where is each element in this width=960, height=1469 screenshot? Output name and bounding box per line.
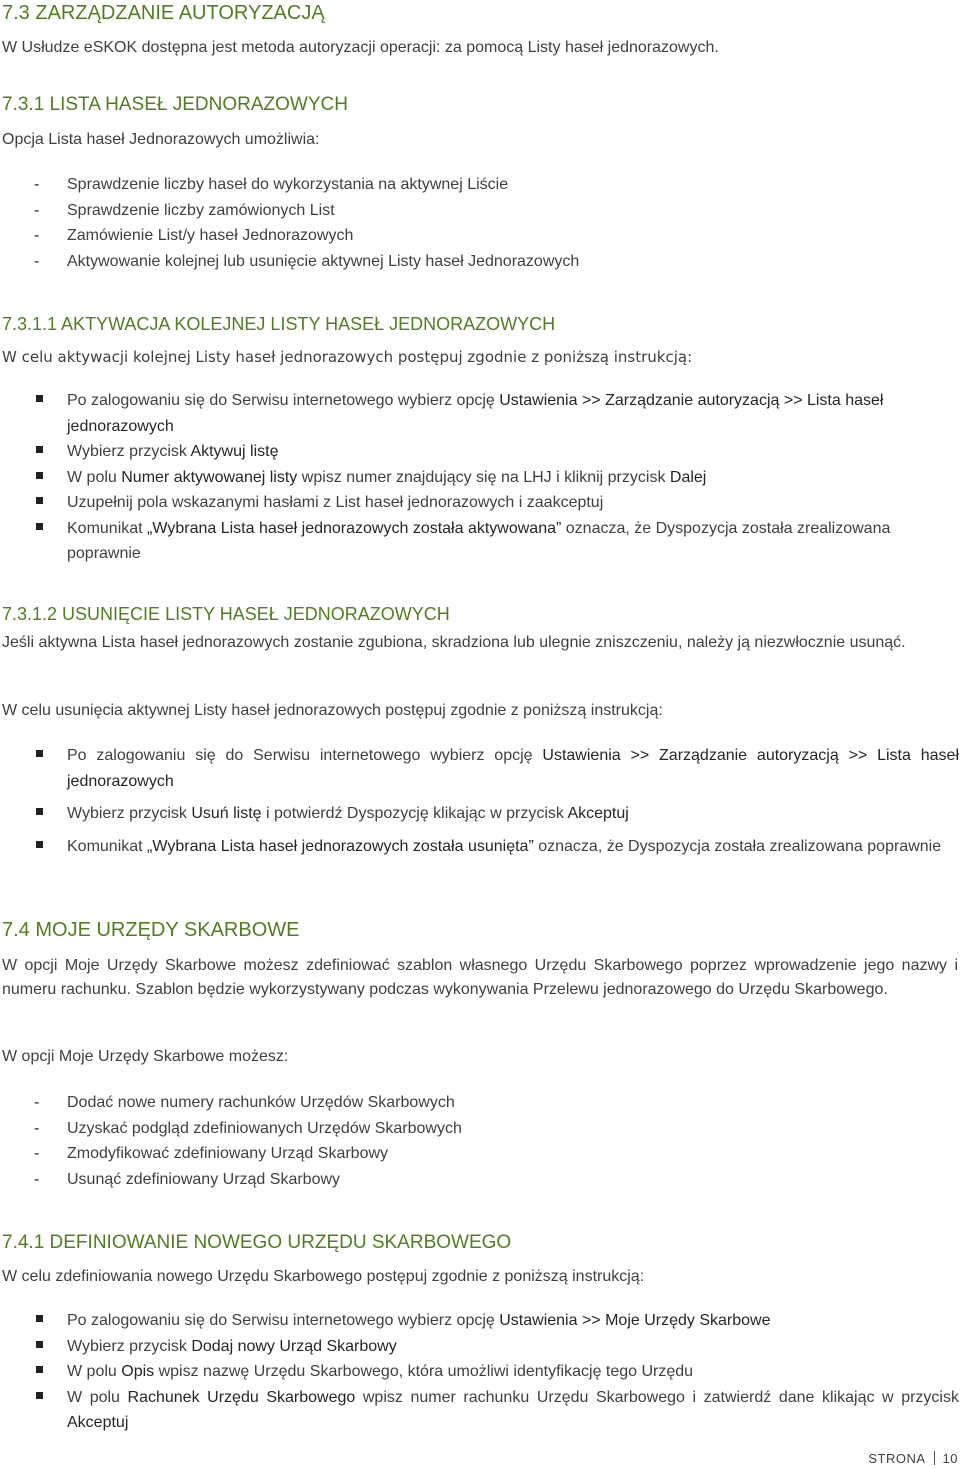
footer-label: STRONA (868, 1451, 926, 1466)
list-item: W polu Opis wpisz nazwę Urzędu Skarbowego, która umożliwi identyfikację tego Urzędu (34, 1359, 959, 1385)
section-heading-7-3-1-2: 7.3.1.2 USUNIĘCIE LISTY HASEŁ JEDNORAZOWYCH (2, 604, 450, 624)
list-item: Komunikat „Wybrana Lista haseł jednorazowych została usunięta” oznacza, że Dyspozycja została zrealizowana poprawnie (34, 834, 959, 860)
menu-path: Ustawienia >> Zarządzanie autoryzacją >> Lista haseł jednorazowych (67, 747, 959, 790)
feature-list (34, 172, 959, 274)
list-item: Wybierz przycisk Dodaj nowy Urząd Skarbowy (34, 1334, 959, 1360)
list-item: W polu Rachunek Urzędu Skarbowego wpisz numer rachunku Urzędu Skarbowego i zatwierdź dane klikając w przycisk Akceptuj (34, 1385, 959, 1436)
list-item: Uzupełnij pola wskazanymi hasłami z List haseł jednorazowych i zaakceptuj (34, 490, 959, 516)
list-item: Po zalogowaniu się do Serwisu internetowego wybierz opcję Ustawienia >> Zarządzanie autoryzacją >> Lista haseł jednorazowych (34, 743, 959, 794)
list-item: - Zmodyfikować zdefiniowany Urząd Skarbowy (34, 1141, 959, 1167)
list-item: - Zamówienie List/y haseł Jednorazowych (34, 223, 959, 249)
button-name: Akceptuj (67, 1414, 129, 1431)
section-heading-7-3: 7.3 ZARZĄDZANIE AUTORYZACJĄ (2, 2, 325, 24)
section-heading-7-4-1: 7.4.1 DEFINIOWANIE NOWEGO URZĘDU SKARBOWEGO (2, 1232, 512, 1253)
page-number: 10 (942, 1451, 958, 1466)
feature-list (34, 1090, 959, 1192)
paragraph: W opcji Moje Urzędy Skarbowe możesz: (2, 1048, 289, 1065)
list-item: Wybierz przycisk Usuń listę i potwierdź Dyspozycję klikając w przycisk Akceptuj (34, 801, 959, 827)
list-item: - Usunąć zdefiniowany Urząd Skarbowy (34, 1167, 959, 1193)
button-name: Aktywuj listę (190, 443, 279, 460)
instruction-list (34, 388, 959, 567)
list-item: - Aktywowanie kolejnej lub usunięcie aktywnej Listy haseł Jednorazowych (34, 249, 959, 275)
footer-divider (934, 1451, 935, 1465)
field-name: Opis (121, 1363, 155, 1380)
list-item: - Dodać nowe numery rachunków Urzędów Skarbowych (34, 1090, 959, 1116)
button-name: Akceptuj (567, 805, 629, 822)
menu-path: Ustawienia >> Moje Urzędy Skarbowe (499, 1312, 771, 1329)
paragraph: W celu usunięcia aktywnej Listy haseł jednorazowych postępuj zgodnie z poniższą instrukcją: (2, 702, 663, 719)
instruction-list (34, 1308, 959, 1436)
section-heading-7-3-1-1: 7.3.1.1 AKTYWACJA KOLEJNEJ LISTY HASEŁ JEDNORAZOWYCH (2, 314, 556, 334)
field-name: Numer aktywowanej listy (121, 468, 298, 486)
list-item: Po zalogowaniu się do Serwisu internetowego wybierz opcję Ustawienia >> Moje Urzędy Skarbowe (34, 1308, 959, 1334)
message-text: „Wybrana Lista haseł jednorazowych została aktywowana” (147, 519, 562, 537)
section-heading-7-3-1: 7.3.1 LISTA HASEŁ JEDNORAZOWYCH (2, 94, 348, 115)
list-item: W polu Numer aktywowanej listy wpisz numer znajdujący się na LHJ i kliknij przycisk Dalej (34, 465, 959, 491)
field-name: Rachunek Urzędu Skarbowego (127, 1388, 356, 1406)
paragraph: W celu aktywacji kolejnej Listy haseł jednorazowych postępuj zgodnie z poniższą instrukcją: (2, 348, 693, 366)
list-item: Komunikat „Wybrana Lista haseł jednorazowych została aktywowana” oznacza, że Dyspozycja została zrealizowana poprawnie (34, 516, 959, 567)
section-heading-7-4: 7.4 MOJE URZĘDY SKARBOWE (2, 919, 300, 941)
list-item: - Sprawdzenie liczby zamówionych List (34, 198, 959, 224)
button-name: Dalej (669, 468, 707, 486)
paragraph: Opcja Lista haseł Jednorazowych umożliwia: (2, 131, 320, 148)
paragraph: Jeśli aktywna Lista haseł jednorazowych zostanie zgubiona, skradziona lub ulegnie zniszczeniu, należy ją niezwłocznie usunąć. (2, 634, 906, 651)
paragraph: W Usłudze eSKOK dostępna jest metoda autoryzacji operacji: za pomocą Listy haseł jednorazowych. (2, 39, 719, 56)
paragraph: W opcji Moje Urzędy Skarbowe możesz zdefiniować szablon własnego Urzędu Skarbowego poprzez wprowadzenie jego nazwy i numeru rachunku. Szablon będzie wykorzystywany podczas wykonywania Przelewu jednorazowego do Urzędu Skarbowego. (2, 957, 958, 998)
instruction-list (34, 743, 959, 859)
paragraph: W celu zdefiniowania nowego Urzędu Skarbowego postępuj zgodnie z poniższą instrukcją: (2, 1268, 645, 1285)
page-footer (868, 1451, 958, 1466)
button-name: Dodaj nowy Urząd Skarbowy (191, 1337, 397, 1355)
button-name: Usuń listę (191, 805, 262, 822)
list-item: - Sprawdzenie liczby haseł do wykorzystania na aktywnej Liście (34, 172, 959, 198)
list-item: - Uzyskać podgląd zdefiniowanych Urzędów Skarbowych (34, 1116, 959, 1142)
list-item: Po zalogowaniu się do Serwisu internetowego wybierz opcję Ustawienia >> Zarządzanie autoryzacją >> Lista haseł jednorazowych (34, 388, 959, 439)
list-item: Wybierz przycisk Aktywuj listę (34, 439, 959, 465)
menu-path: Ustawienia >> Zarządzanie autoryzacją >> Lista haseł jednorazowych (67, 392, 884, 435)
message-text: „Wybrana Lista haseł jednorazowych została usunięta” (147, 837, 534, 855)
